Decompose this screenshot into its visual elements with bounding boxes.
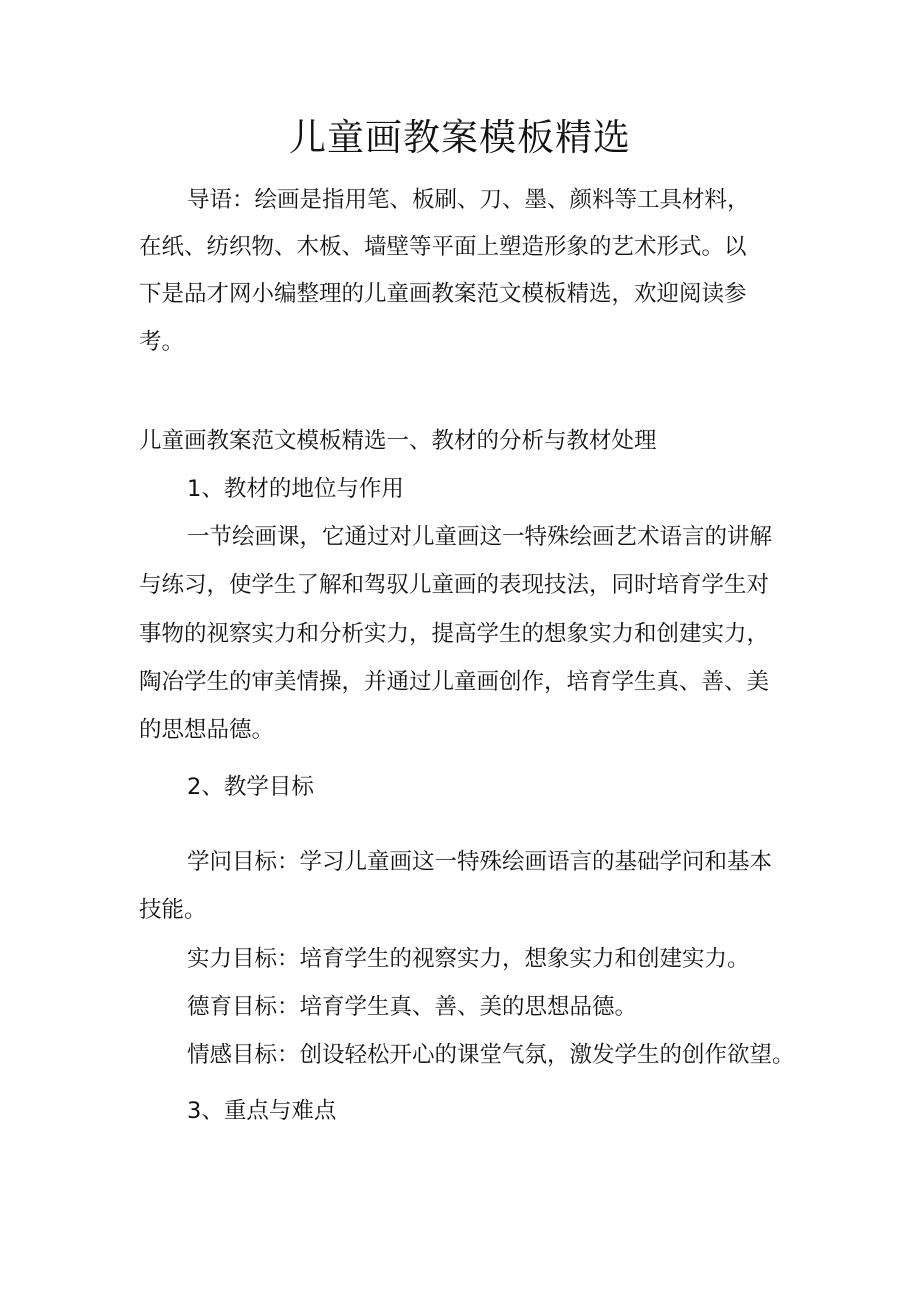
intro-line-1: 导语：绘画是指用笔、板刷、刀、墨、颜料等工具材料， [187, 187, 750, 213]
document-title: 儿童画教案模板精选 [289, 116, 631, 159]
intro-line-2: 在纸、纺织物、木板、墙壁等平面上塑造形象的艺术形式。以 [139, 234, 747, 260]
paragraph-1-line-3: 事物的视察实力和分析实力，提高学生的想象实力和创建实力， [139, 621, 770, 647]
paragraph-1-line-5: 的思想品德。 [139, 717, 275, 743]
goal-moral: 德育目标：培育学生真、善、美的思想品德。 [187, 994, 638, 1020]
goal-knowledge-line-1: 学问目标：学习儿童画这一特殊绘画语言的基础学问和基本 [187, 849, 773, 875]
paragraph-1-line-2: 与练习，使学生了解和驾驭儿童画的表现技法，同时培育学生对 [139, 572, 770, 598]
intro-line-4: 考。 [139, 329, 185, 355]
goal-knowledge-line-2: 技能。 [139, 897, 207, 923]
paragraph-1-line-4: 陶冶学生的审美情操，并通过儿童画创作，培育学生真、善、美 [139, 669, 770, 695]
intro-line-3: 下是品才网小编整理的儿童画教案范文模板精选，欢迎阅读参 [139, 281, 747, 307]
paragraph-1-line-1: 一节绘画课，它通过对儿童画这一特殊绘画艺术语言的讲解 [187, 524, 773, 550]
subheading-1: 1、教材的地位与作用 [187, 476, 404, 502]
subheading-2: 2、教学目标 [187, 774, 314, 800]
section-heading: 儿童画教案范文模板精选一、教材的分析与教材处理 [139, 428, 657, 454]
goal-emotion: 情感目标：创设轻松开心的课堂气氛，激发学生的创作欲望。 [187, 1042, 795, 1068]
goal-ability: 实力目标：培育学生的视察实力，想象实力和创建实力。 [187, 946, 750, 972]
subheading-3: 3、重点与难点 [187, 1098, 337, 1124]
